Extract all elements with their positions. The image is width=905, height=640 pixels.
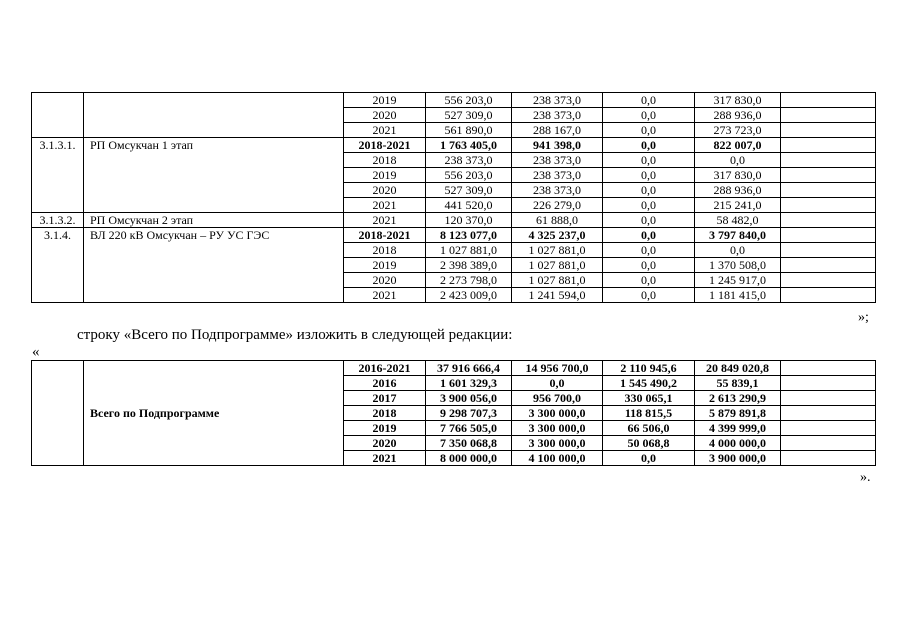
federal-cell: 4 325 237,0 [512, 228, 603, 243]
year-cell: 2021 [344, 451, 426, 466]
total-cell: 2 423 009,0 [426, 288, 512, 303]
year-cell: 2021 [344, 123, 426, 138]
empty-cell [781, 391, 876, 406]
regional-cell: 0,0 [603, 138, 695, 153]
year-cell: 2017 [344, 391, 426, 406]
other-cell: 5 879 891,8 [695, 406, 781, 421]
year-cell: 2016-2021 [344, 361, 426, 376]
total-cell: 1 763 405,0 [426, 138, 512, 153]
regional-cell: 118 815,5 [603, 406, 695, 421]
item-number-cell: 3.1.4. [32, 228, 84, 303]
regional-cell: 0,0 [603, 451, 695, 466]
empty-cell [781, 243, 876, 258]
total-cell: 3 900 056,0 [426, 391, 512, 406]
empty-cell [781, 273, 876, 288]
regional-cell: 2 110 945,6 [603, 361, 695, 376]
federal-cell: 226 279,0 [512, 198, 603, 213]
empty-cell [781, 108, 876, 123]
total-label-cell: Всего по Подпрограмме [84, 361, 344, 466]
table-row [32, 138, 876, 153]
federal-cell: 288 167,0 [512, 123, 603, 138]
regional-cell: 0,0 [603, 243, 695, 258]
other-cell: 288 936,0 [695, 183, 781, 198]
regional-cell: 330 065,1 [603, 391, 695, 406]
table-row [32, 213, 876, 228]
year-cell: 2020 [344, 183, 426, 198]
total-cell: 120 370,0 [426, 213, 512, 228]
other-cell: 1 245 917,0 [695, 273, 781, 288]
item-number-cell [32, 361, 84, 466]
empty-cell [781, 288, 876, 303]
federal-cell: 14 956 700,0 [512, 361, 603, 376]
other-cell: 0,0 [695, 243, 781, 258]
total-cell: 1 601 329,3 [426, 376, 512, 391]
total-cell: 441 520,0 [426, 198, 512, 213]
empty-cell [781, 436, 876, 451]
item-number-cell [32, 93, 84, 138]
regional-cell: 1 545 490,2 [603, 376, 695, 391]
item-name-cell: РП Омсукчан 1 этап [84, 138, 344, 213]
subprogram-total-table [31, 360, 876, 466]
year-cell: 2018 [344, 243, 426, 258]
year-cell: 2018 [344, 406, 426, 421]
empty-cell [781, 376, 876, 391]
total-cell: 238 373,0 [426, 153, 512, 168]
regional-cell: 0,0 [603, 123, 695, 138]
total-cell: 2 273 798,0 [426, 273, 512, 288]
table-row [32, 93, 876, 108]
opening-quote: « [32, 344, 40, 360]
empty-cell [781, 123, 876, 138]
other-cell: 288 936,0 [695, 108, 781, 123]
other-cell: 215 241,0 [695, 198, 781, 213]
federal-cell: 4 100 000,0 [512, 451, 603, 466]
total-cell: 556 203,0 [426, 168, 512, 183]
other-cell: 20 849 020,8 [695, 361, 781, 376]
item-number-cell: 3.1.3.2. [32, 213, 84, 228]
other-cell: 55 839,1 [695, 376, 781, 391]
year-cell: 2019 [344, 168, 426, 183]
federal-cell: 238 373,0 [512, 183, 603, 198]
empty-cell [781, 183, 876, 198]
other-cell: 1 370 508,0 [695, 258, 781, 273]
empty-cell [781, 228, 876, 243]
year-cell: 2021 [344, 288, 426, 303]
other-cell: 3 900 000,0 [695, 451, 781, 466]
empty-cell [781, 213, 876, 228]
regional-cell: 0,0 [603, 213, 695, 228]
year-cell: 2018 [344, 153, 426, 168]
federal-cell: 238 373,0 [512, 168, 603, 183]
regional-cell: 66 506,0 [603, 421, 695, 436]
federal-cell: 3 300 000,0 [512, 421, 603, 436]
empty-cell [781, 138, 876, 153]
year-cell: 2021 [344, 213, 426, 228]
regional-cell: 0,0 [603, 198, 695, 213]
federal-cell: 956 700,0 [512, 391, 603, 406]
other-cell: 2 613 290,9 [695, 391, 781, 406]
empty-cell [781, 153, 876, 168]
regional-cell: 0,0 [603, 288, 695, 303]
year-cell: 2019 [344, 258, 426, 273]
federal-cell: 238 373,0 [512, 153, 603, 168]
other-cell: 273 723,0 [695, 123, 781, 138]
empty-cell [781, 93, 876, 108]
total-cell: 556 203,0 [426, 93, 512, 108]
other-cell: 3 797 840,0 [695, 228, 781, 243]
other-cell: 317 830,0 [695, 168, 781, 183]
empty-cell [781, 361, 876, 376]
year-cell: 2019 [344, 93, 426, 108]
other-cell: 4 399 999,0 [695, 421, 781, 436]
year-cell: 2021 [344, 198, 426, 213]
regional-cell: 0,0 [603, 108, 695, 123]
instruction-text: строку «Всего по Подпрограмме» изложить в следующей редакции: [77, 327, 513, 343]
other-cell: 0,0 [695, 153, 781, 168]
empty-cell [781, 198, 876, 213]
closing-quote-final: ». [860, 470, 871, 485]
federal-cell: 61 888,0 [512, 213, 603, 228]
federal-cell: 941 398,0 [512, 138, 603, 153]
year-cell: 2020 [344, 273, 426, 288]
table-row [32, 228, 876, 243]
empty-cell [781, 258, 876, 273]
total-cell: 9 298 707,3 [426, 406, 512, 421]
federal-cell: 3 300 000,0 [512, 406, 603, 421]
federal-cell: 1 027 881,0 [512, 273, 603, 288]
year-cell: 2019 [344, 421, 426, 436]
table-row [32, 361, 876, 376]
regional-cell: 0,0 [603, 183, 695, 198]
total-cell: 561 890,0 [426, 123, 512, 138]
empty-cell [781, 168, 876, 183]
item-name-cell: РП Омсукчан 2 этап [84, 213, 344, 228]
year-cell: 2020 [344, 436, 426, 451]
total-cell: 37 916 666,4 [426, 361, 512, 376]
regional-cell: 0,0 [603, 228, 695, 243]
other-cell: 58 482,0 [695, 213, 781, 228]
other-cell: 317 830,0 [695, 93, 781, 108]
federal-cell: 3 300 000,0 [512, 436, 603, 451]
federal-cell: 1 027 881,0 [512, 243, 603, 258]
regional-cell: 0,0 [603, 168, 695, 183]
regional-cell: 0,0 [603, 273, 695, 288]
total-cell: 527 309,0 [426, 108, 512, 123]
empty-cell [781, 421, 876, 436]
item-name-cell [84, 93, 344, 138]
total-cell: 8 000 000,0 [426, 451, 512, 466]
other-cell: 1 181 415,0 [695, 288, 781, 303]
regional-cell: 50 068,8 [603, 436, 695, 451]
regional-cell: 0,0 [603, 153, 695, 168]
federal-cell: 1 241 594,0 [512, 288, 603, 303]
total-cell: 527 309,0 [426, 183, 512, 198]
other-cell: 4 000 000,0 [695, 436, 781, 451]
empty-cell [781, 406, 876, 421]
total-cell: 8 123 077,0 [426, 228, 512, 243]
total-cell: 7 766 505,0 [426, 421, 512, 436]
closing-quote: »; [858, 310, 869, 325]
total-cell: 7 350 068,8 [426, 436, 512, 451]
item-number-cell: 3.1.3.1. [32, 138, 84, 213]
item-name-cell: ВЛ 220 кВ Омсукчан – РУ УС ГЭС [84, 228, 344, 303]
year-cell: 2018-2021 [344, 228, 426, 243]
federal-cell: 238 373,0 [512, 108, 603, 123]
year-cell: 2020 [344, 108, 426, 123]
other-cell: 822 007,0 [695, 138, 781, 153]
total-cell: 1 027 881,0 [426, 243, 512, 258]
regional-cell: 0,0 [603, 258, 695, 273]
federal-cell: 1 027 881,0 [512, 258, 603, 273]
total-cell: 2 398 389,0 [426, 258, 512, 273]
empty-cell [781, 451, 876, 466]
year-cell: 2018-2021 [344, 138, 426, 153]
federal-cell: 0,0 [512, 376, 603, 391]
regional-cell: 0,0 [603, 93, 695, 108]
year-cell: 2016 [344, 376, 426, 391]
subprogram-table-continuation [31, 92, 876, 303]
federal-cell: 238 373,0 [512, 93, 603, 108]
